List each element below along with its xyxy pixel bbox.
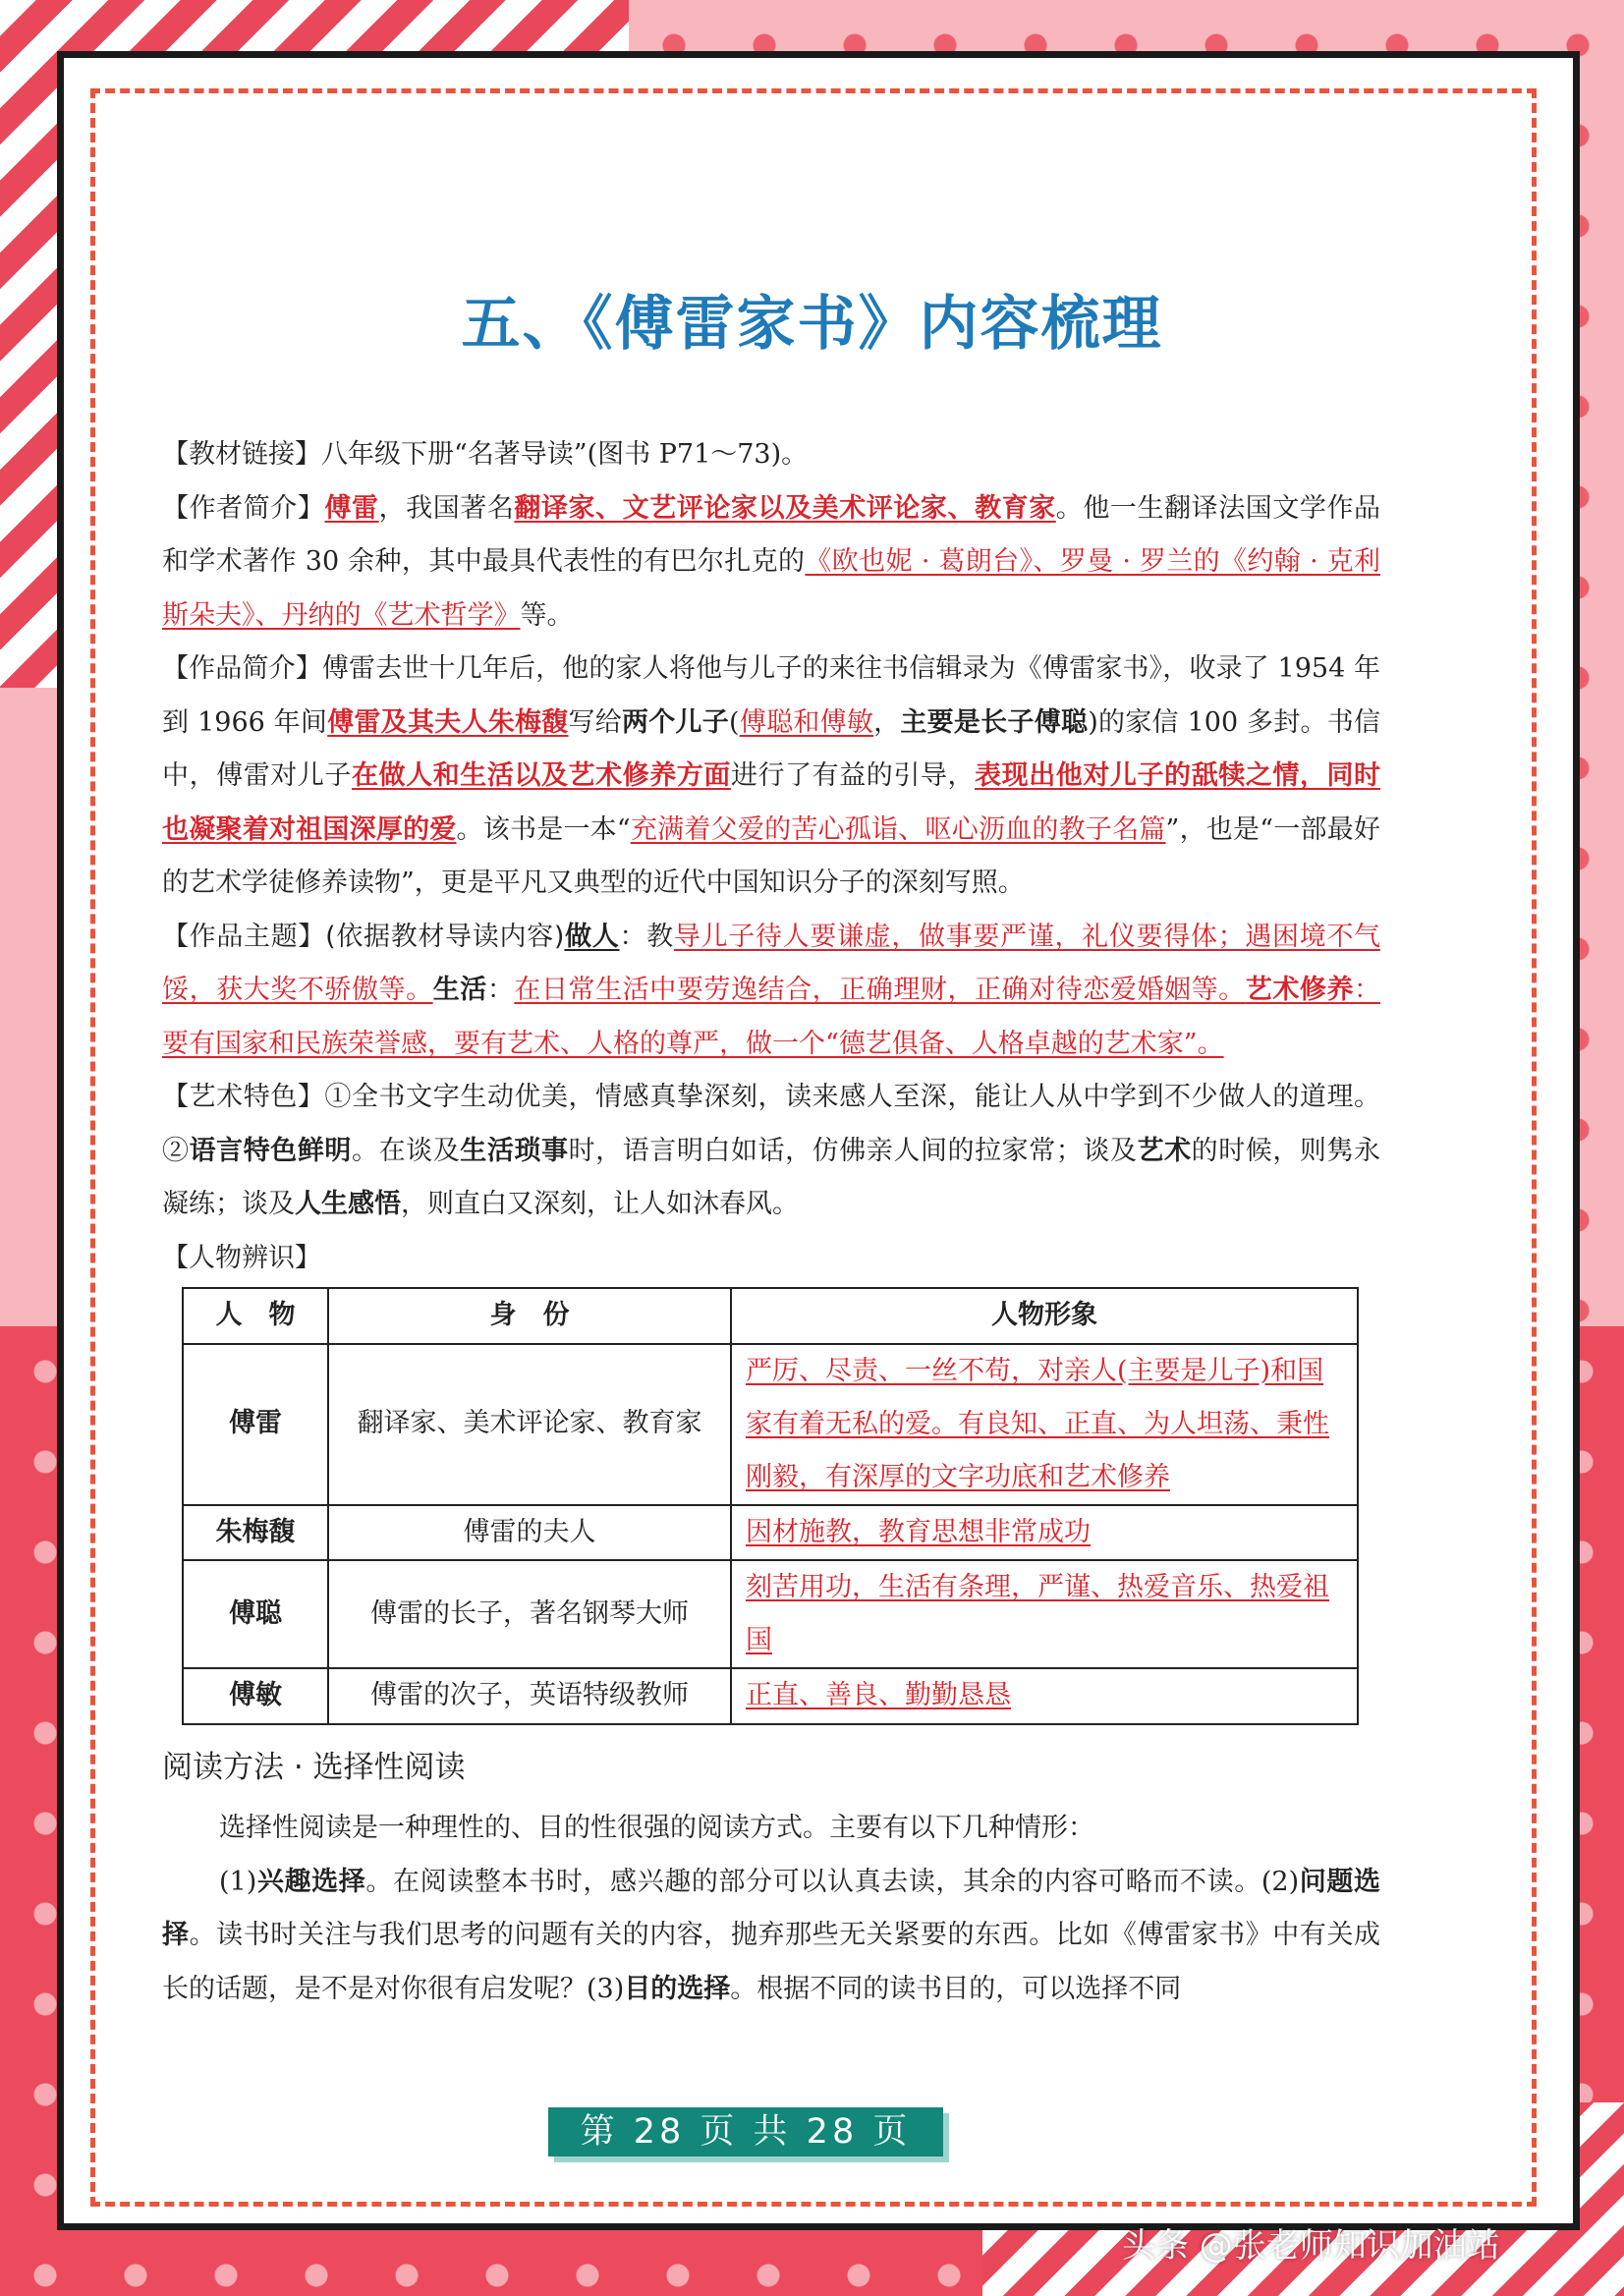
- table-row: [183, 1668, 1358, 1724]
- page-number-badge: 第 28 页 共 28 页: [548, 2107, 943, 2156]
- author-works: 《欧也妮 · 葛朗台》、罗曼 · 罗兰的《约翰 · 克利斯朵夫》、丹纳的《艺术哲学》: [162, 546, 1380, 631]
- person-name: 朱梅馥: [183, 1505, 328, 1561]
- table-header-row: [183, 1288, 1358, 1344]
- reading-details: (1)兴趣选择。在阅读整本书时，感兴趣的部分可以认真去读，其余的内容可略而不读。(2)问题选择。读书时关注与我们思考的问题有关的内容，抛弃那些无关紧要的东西。比如《傅雷家书》中有关成长的话题，是不是对你很有启发呢？(3)目的选择。根据不同的读书目的，可以选择不同: [162, 1866, 1381, 2004]
- material-paragraph: 【教材链接】八年级下册“名著导读”(图书 P71～73)。: [162, 439, 809, 470]
- person-image: 因材施教，教育思想非常成功: [731, 1505, 1358, 1561]
- person-name: 傅敏: [183, 1668, 328, 1724]
- page-content: [162, 428, 1380, 2016]
- tag-work: 【作品简介】: [162, 653, 322, 684]
- author-roles: 翻译家、文艺评论家以及美术评论家、教育家: [514, 492, 1056, 524]
- person-identity: 傅雷的长子，著名钢琴大师: [328, 1560, 731, 1668]
- watermark-text: 头条 @张老师知识加油站: [1122, 2226, 1500, 2266]
- header-image: 人物形象: [731, 1288, 1358, 1344]
- pink-band-left: [0, 688, 59, 1326]
- reading-method-heading: 阅读方法 · 选择性阅读: [162, 1749, 466, 1785]
- page-title: 五、《傅雷家书》内容梳理: [461, 290, 1163, 359]
- tag-theme: 【作品主题】: [162, 921, 326, 952]
- header-identity: 身 份: [328, 1288, 731, 1344]
- person-identity: 翻译家、美术评论家、教育家: [328, 1344, 731, 1505]
- person-image: 严厉、尽责、一丝不苟，对亲人(主要是儿子)和国家有着无私的爱。有良知、正直、为人坦荡、秉性刚毅，有深厚的文字功底和艺术修养: [731, 1344, 1358, 1505]
- tag-art: 【艺术特色】: [162, 1082, 325, 1112]
- person-identity: 傅雷的夫人: [328, 1505, 731, 1561]
- people-table: [182, 1287, 1359, 1725]
- author-name: 傅雷: [324, 492, 379, 524]
- person-image: 刻苦用功，生活有条理，严谨、热爱音乐、热爱祖国: [731, 1560, 1358, 1668]
- author-paragraph: 【作者简介】傅雷，我国著名翻译家、文艺评论家以及美术评论家、教育家。他一生翻译法国文学作品和学术著作 30 余种，其中最具代表性的有巴尔扎克的《欧也妮 · 葛朗台》、罗曼 · 罗兰的《约翰 · 克利斯朵夫》、丹纳的《艺术哲学》等。: [162, 492, 1381, 631]
- table-row: [183, 1560, 1358, 1668]
- work-paragraph: 【作品简介】傅雷去世十几年后，他的家人将他与儿子的来往书信辑录为《傅雷家书》，收录了 1954 年到 1966 年间傅雷及其夫人朱梅馥写给两个儿子(傅聪和傅敏，主要是长子傅聪)的家信 100 多封。书信中，傅雷对儿子在做人和生活以及艺术修养方面进行了有益的引导，表现出他对儿子的舐犊之情，同时也凝聚着对祖国深厚的爱。该书是一本“充满着父爱的苦心孤诣、呕心沥血的教子名篇”，也是“一部最好的艺术学徒修养读物”，更是平凡又典型的近代中国知识分子的深刻写照。: [162, 653, 1381, 898]
- table-row: [183, 1344, 1358, 1505]
- reading-intro: 选择性阅读是一种理性的、目的性很强的阅读方式。主要有以下几种情形：: [219, 1813, 1094, 1843]
- tag-people: 【人物辨识】: [162, 1242, 321, 1273]
- tag-author: 【作者简介】: [162, 492, 325, 524]
- person-identity: 傅雷的次子，英语特级教师: [328, 1668, 731, 1724]
- theme-paragraph: 【作品主题】(依据教材导读内容)做人：教导儿子待人要谦虚，做事要严谨，礼仪要得体；遇困境不气馁，获大奖不骄傲等。生活：在日常生活中要劳逸结合，正确理财，正确对待恋爱婚姻等。艺术修养：要有国家和民族荣誉感，要有艺术、人格的尊严，做一个“德艺俱备、人格卓越的艺术家”。: [162, 921, 1381, 1059]
- person-name: 傅聪: [183, 1560, 328, 1668]
- table-row: [183, 1505, 1358, 1561]
- header-name: 人 物: [183, 1288, 328, 1344]
- person-image: 正直、善良、勤勤恳恳: [731, 1668, 1358, 1724]
- people-table-wrap: [182, 1287, 1380, 1725]
- tag-material: 【教材链接】: [162, 439, 321, 470]
- person-name: 傅雷: [183, 1344, 328, 1505]
- art-paragraph: 【艺术特色】①全书文字生动优美，情感真挚深刻，读来感人至深，能让人从中学到不少做人的道理。②语言特色鲜明。在谈及生活琐事时，语言明白如话，仿佛亲人间的拉家常；谈及艺术的时候，则隽永凝练；谈及人生感悟，则直白又深刻，让人如沐春风。: [162, 1082, 1381, 1219]
- people-heading: [162, 1232, 1380, 1286]
